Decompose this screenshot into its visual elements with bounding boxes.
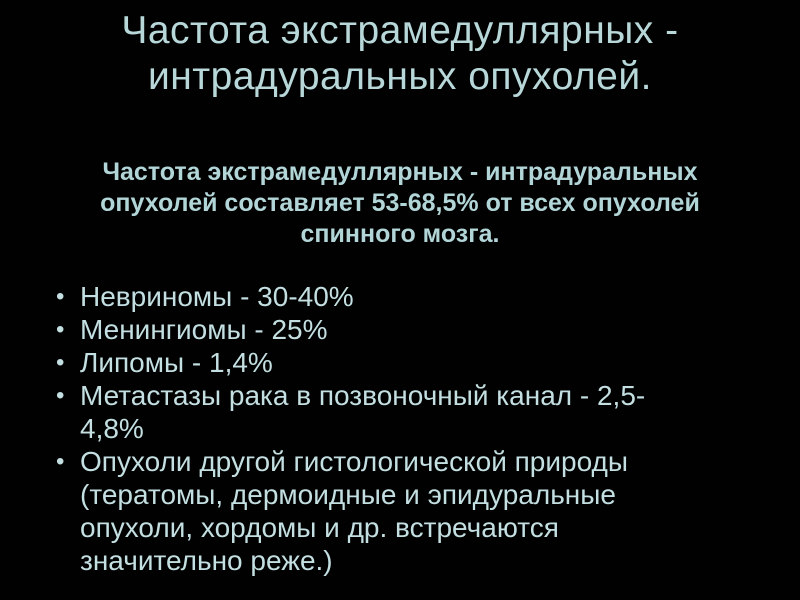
bullet-text: Опухоли другой гистологической природы (тератомы, дермоидные и эпидуральные опухоли, хордомы и др. встречаются значительно реже.): [80, 446, 629, 576]
bullet-icon: •: [56, 316, 65, 343]
bullet-icon: •: [56, 382, 65, 409]
bullet-text: Менингиомы - 25%: [80, 314, 328, 345]
slide-subtitle-line-1: Частота экстрамедуллярных - интрадуральных: [102, 158, 698, 186]
bullet-list: [50, 280, 710, 577]
bullet-icon: •: [56, 448, 65, 475]
list-item: [50, 379, 710, 445]
slide-title: [0, 8, 800, 100]
slide-subtitle: [50, 157, 750, 250]
slide-subtitle-line-2: опухолей составляет 53-68,5% от всех опухолей: [100, 189, 700, 217]
list-item: [50, 280, 710, 313]
bullet-text: Липомы - 1,4%: [80, 347, 273, 378]
list-item: [50, 445, 710, 577]
slide-title-line-2: интрадуральных опухолей.: [147, 55, 652, 98]
slide-title-line-1: Частота экстрамедуллярных -: [121, 9, 679, 52]
bullet-text: Метастазы рака в позвоночный канал - 2,5-4,8%: [80, 380, 646, 444]
list-item: [50, 313, 710, 346]
bullet-text: Невриномы - 30-40%: [80, 281, 354, 312]
slide-subtitle-line-3: спинного мозга.: [300, 220, 500, 248]
bullet-icon: •: [56, 283, 65, 310]
bullet-icon: •: [56, 349, 65, 376]
list-item: [50, 346, 710, 379]
